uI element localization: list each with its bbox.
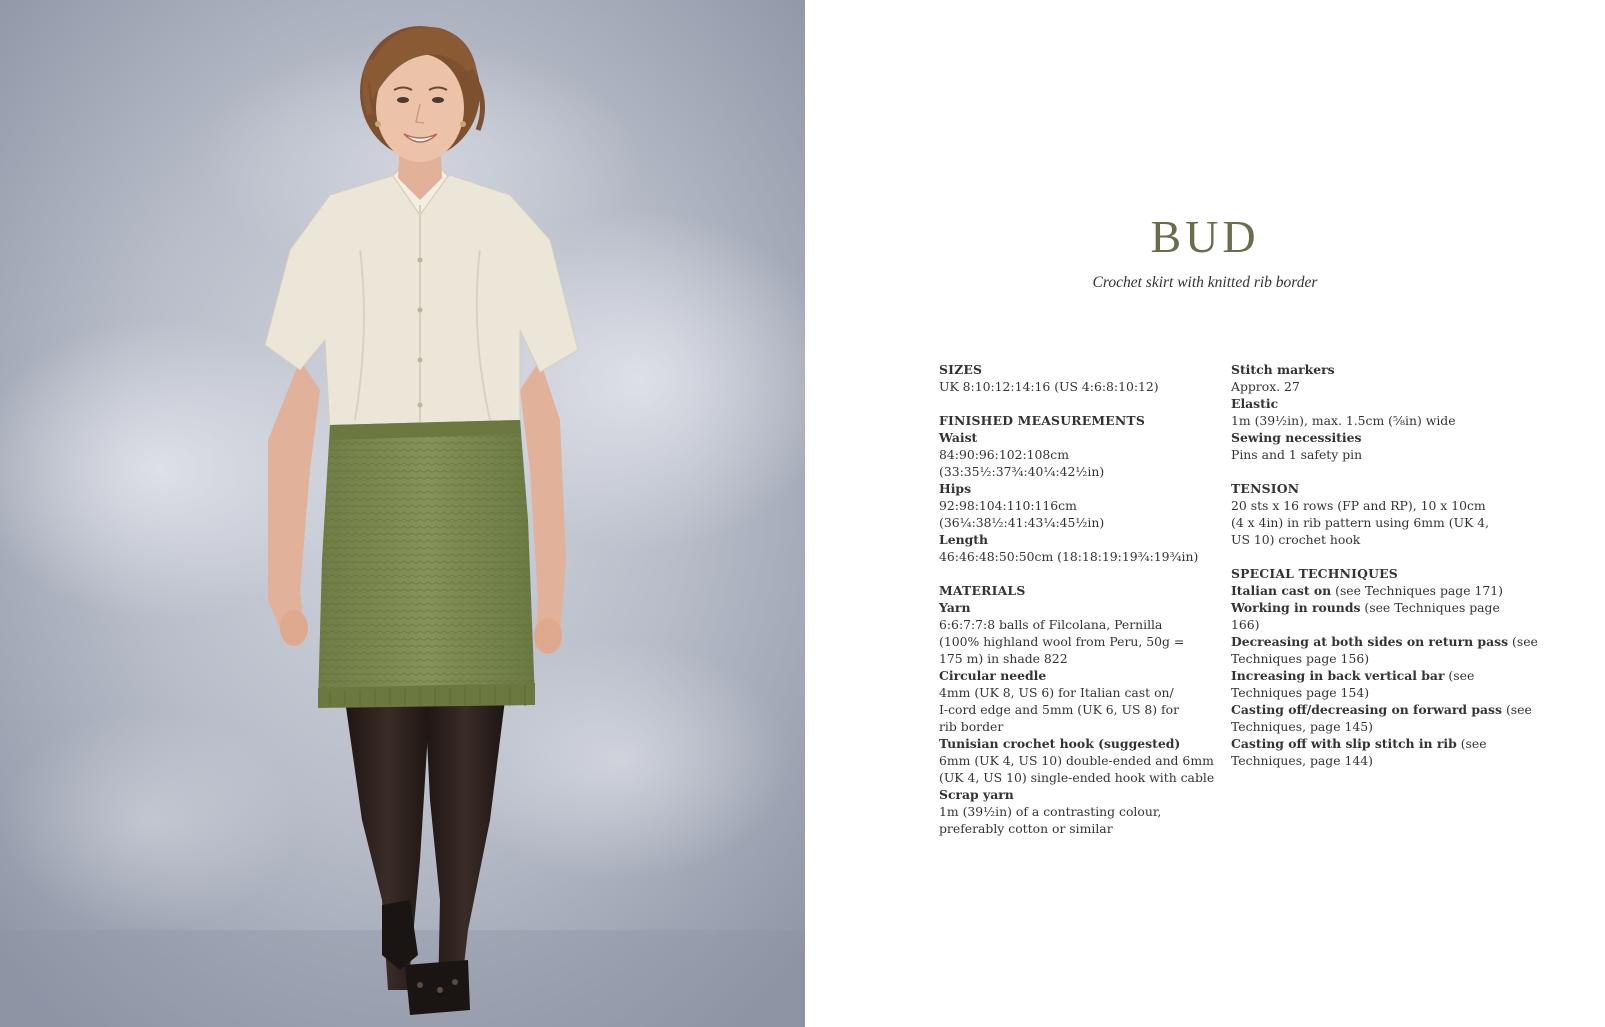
tension-line-2: (4 x 4in) in rib pattern using 6mm (UK 4, <box>1231 515 1490 530</box>
sewing-label: Sewing necessities <box>1231 430 1362 445</box>
technique-decreasing-return-pass <box>1231 633 1538 650</box>
waist-in: (33:35½:37¾:40¼:42½in) <box>939 464 1105 479</box>
technique-5-ref-cont: Techniques, page 145) <box>1231 719 1373 734</box>
hook-line-2: (UK 4, US 10) single-ended hook with cable <box>939 770 1215 785</box>
elastic-label: Elastic <box>1231 396 1279 411</box>
technique-casting-off-forward-pass <box>1231 701 1532 718</box>
hook-line-1: 6mm (UK 4, US 10) double-ended and 6mm <box>939 753 1214 768</box>
yarn-line-2: (100% highland wool from Peru, 50g = <box>939 634 1185 649</box>
hips-cm: 92:98:104:110:116cm <box>939 498 1077 513</box>
hips-label: Hips <box>939 481 972 496</box>
sizes-value: UK 8:10:12:14:16 (US 4:6:8:10:12) <box>939 379 1159 394</box>
technique-2-ref-cont: 166) <box>1231 617 1260 632</box>
scrap-line-2: preferably cotton or similar <box>939 821 1113 836</box>
left-column <box>939 361 1215 837</box>
sizes-heading: SIZES <box>939 362 983 377</box>
technique-increasing-back-bar <box>1231 667 1493 684</box>
needle-line-3: rib border <box>939 719 1004 734</box>
technique-4-ref-cont: Techniques page 154) <box>1231 685 1370 700</box>
needle-line-1: 4mm (UK 8, US 6) for Italian cast on/ <box>939 685 1174 700</box>
technique-2-ref: (see Techniques page <box>1360 600 1500 615</box>
tension-line-3: US 10) crochet hook <box>1231 532 1361 547</box>
length-label: Length <box>939 532 988 547</box>
yarn-line-3: 175 m) in shade 822 <box>939 651 1068 666</box>
technique-6-ref-cont: Techniques, page 144) <box>1231 753 1373 768</box>
pattern-title: BUD <box>1150 211 1260 262</box>
elastic-value: 1m (39½in), max. 1.5cm (⅝in) wide <box>1231 413 1456 428</box>
yarn-line-1: 6:6:7:7:8 balls of Filcolana, Pernilla <box>939 617 1163 632</box>
waist-cm: 84:90:96:102:108cm <box>939 447 1069 462</box>
technique-4-name: Increasing in back vertical bar <box>1231 668 1445 683</box>
technique-4-ref: (see <box>1444 668 1475 683</box>
needle-line-2: I-cord edge and 5mm (UK 6, US 8) for <box>939 702 1180 717</box>
hips-in: (36¼:38½:41:43¼:45½in) <box>939 515 1105 530</box>
technique-5-name: Casting off/decreasing on forward pass <box>1231 702 1502 717</box>
sewing-value: Pins and 1 safety pin <box>1231 447 1363 462</box>
technique-5-ref: (see <box>1502 702 1532 717</box>
technique-3-ref-cont: Techniques page 156) <box>1231 651 1370 666</box>
pattern-subtitle: Crochet skirt with knitted rib border <box>1092 274 1318 291</box>
scrap-line-1: 1m (39½in) of a contrasting colour, <box>939 804 1162 819</box>
stitch-markers-label: Stitch markers <box>1231 362 1335 377</box>
waist-label: Waist <box>939 430 978 445</box>
materials-heading: MATERIALS <box>939 583 1026 598</box>
technique-1-name: Italian cast on <box>1231 583 1332 598</box>
tension-heading: TENSION <box>1231 481 1300 496</box>
technique-3-name: Decreasing at both sides on return pass <box>1231 634 1509 649</box>
tension-line-1: 20 sts x 16 rows (FP and RP), 10 x 10cm <box>1231 498 1486 513</box>
finished-measurements-heading: FINISHED MEASUREMENTS <box>939 413 1145 428</box>
scrap-yarn-label: Scrap yarn <box>939 787 1014 802</box>
technique-3-ref: (see <box>1508 634 1538 649</box>
length-value: 46:46:48:50:50cm (18:18:19:19¾:19¾in) <box>939 549 1199 564</box>
circular-needle-label: Circular needle <box>939 668 1047 683</box>
crochet-hook-label: Tunisian crochet hook (suggested) <box>939 736 1181 751</box>
right-column <box>1231 361 1538 769</box>
technique-italian-cast-on <box>1231 582 1503 599</box>
technique-working-in-rounds <box>1231 599 1500 616</box>
technique-6-ref: (see <box>1456 736 1487 751</box>
technique-2-name: Working in rounds <box>1231 600 1361 615</box>
technique-1-ref: (see Techniques page 171) <box>1331 583 1503 598</box>
yarn-label: Yarn <box>939 600 971 615</box>
pattern-text-page <box>805 0 1538 1027</box>
technique-slip-stitch-rib <box>1231 735 1493 752</box>
special-techniques-heading: SPECIAL TECHNIQUES <box>1231 566 1398 581</box>
stitch-markers-value: Approx. 27 <box>1231 379 1300 394</box>
technique-6-name: Casting off with slip stitch in rib <box>1231 736 1457 751</box>
